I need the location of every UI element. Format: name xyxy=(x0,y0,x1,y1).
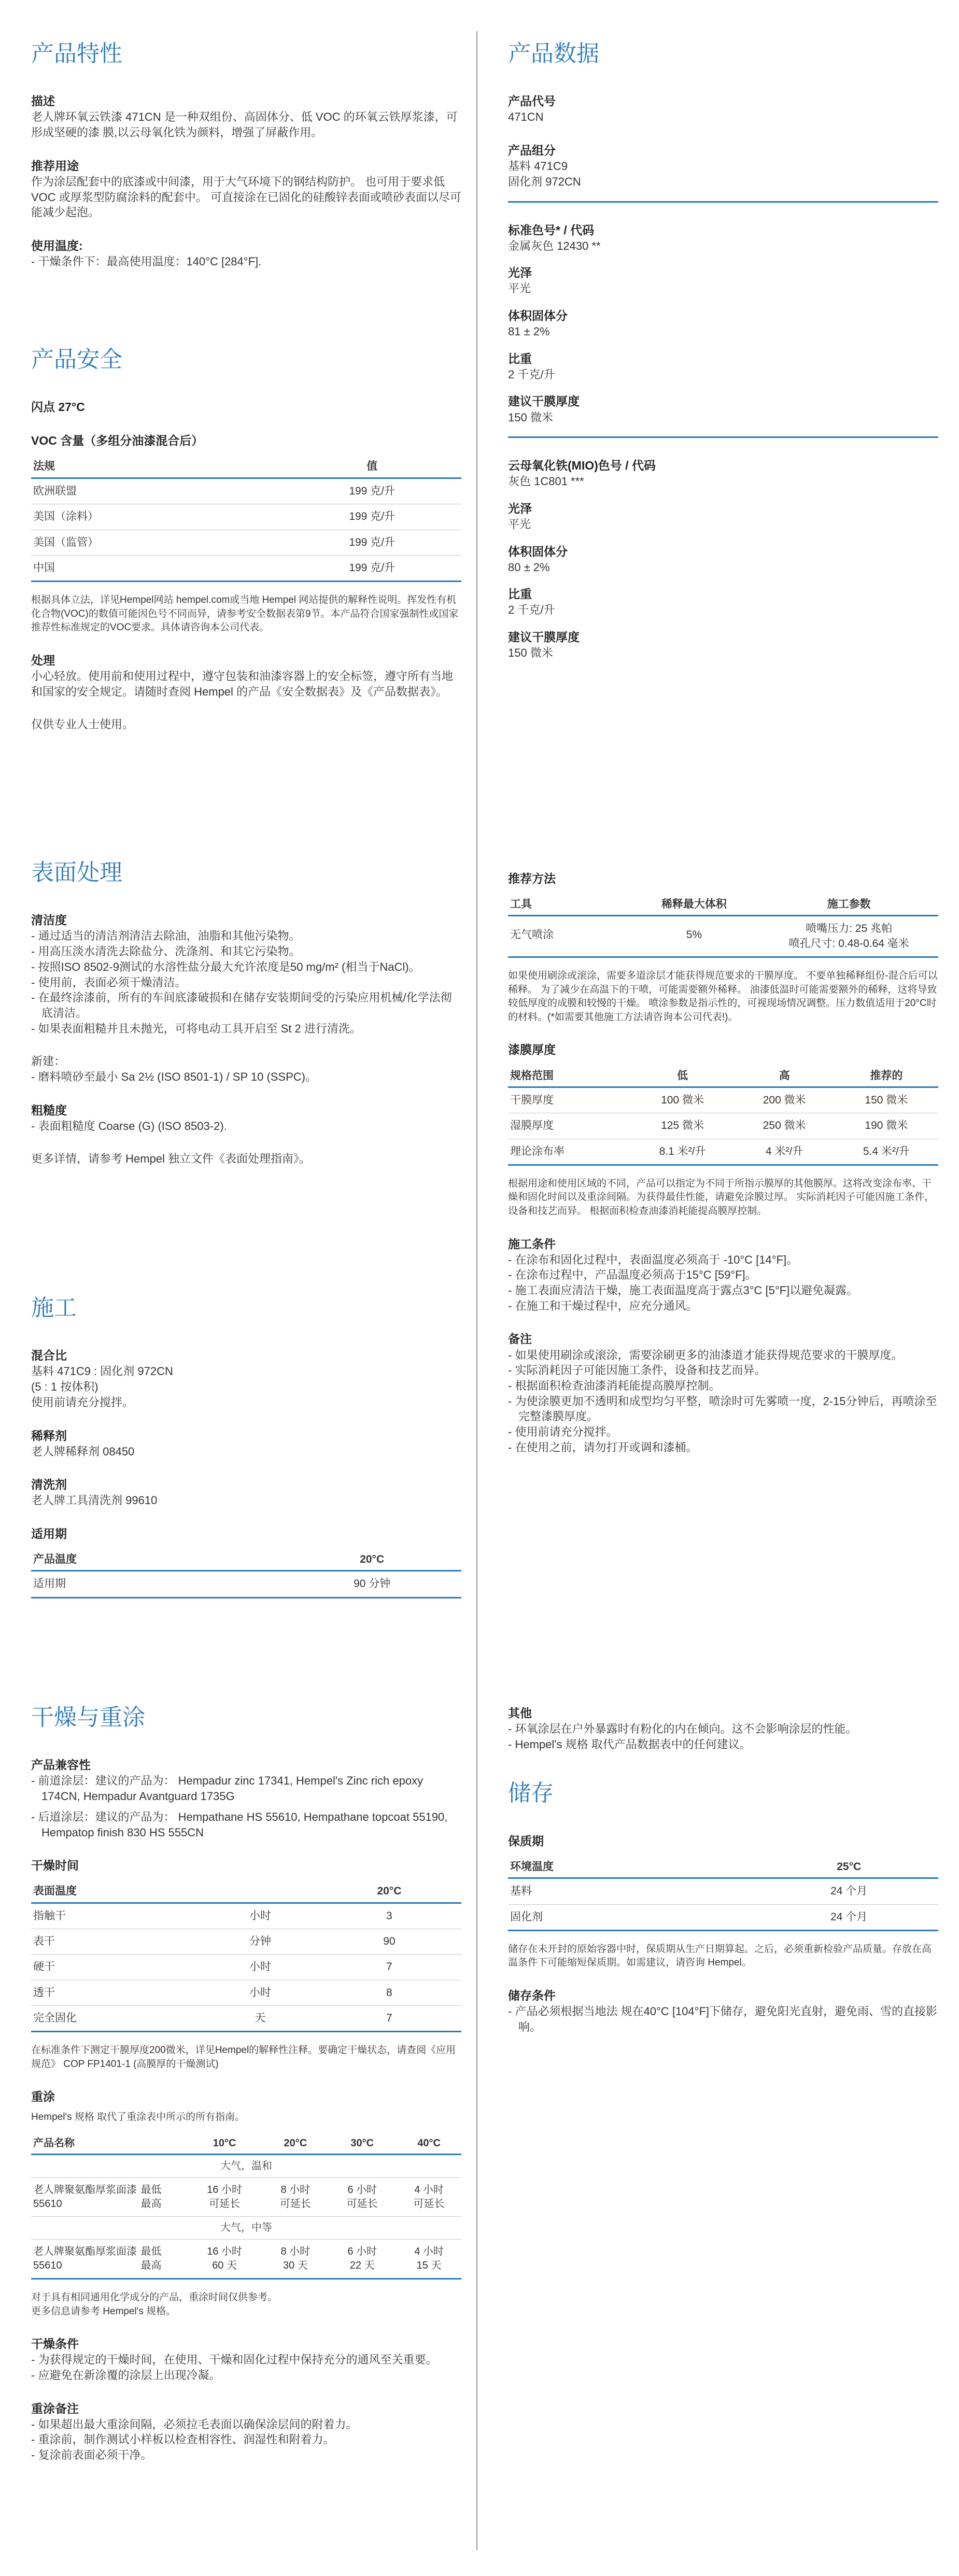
table-row xyxy=(31,1955,461,1980)
film-low: 8.1 米²/升 xyxy=(628,1139,734,1165)
drying-value: 7 xyxy=(315,2005,461,2031)
list-item: - 使用前请充分搅拌。 xyxy=(508,1424,938,1440)
cleaner-value: 老人牌工具清洗剂 99610 xyxy=(31,1494,158,1507)
storage-conditions-heading: 储存条件 xyxy=(508,1989,556,2003)
list-item: - 根据面积检查油漆消耗能提高膜厚控制。 xyxy=(508,1378,938,1394)
recoat-group-mild: 大气，温和 xyxy=(31,2155,461,2178)
drying-unit: 小时 xyxy=(203,1903,315,1929)
list-item: - 如果使用刷涂或滚涂，需要涂刷更多的油漆道才能获得规范要求的干膜厚度。 xyxy=(508,1348,938,1363)
voc-value: 199 克/升 xyxy=(280,478,461,504)
gloss-value: 平光 xyxy=(508,282,531,295)
remarks-heading: 备注 xyxy=(508,1332,532,1346)
list-item: - 如果表面粗糙并且未抛光，可将电动工具开启至 St 2 进行清洗。 xyxy=(31,1021,461,1037)
product-data-title: 产品数据 xyxy=(508,41,599,66)
list-item: - 表面粗糙度 Coarse (G) (ISO 8503-2). xyxy=(31,1119,461,1134)
voc-law: 欧洲联盟 xyxy=(31,478,280,504)
recoat-note-1: 对于具有相同通用化学成分的产品，重涂时间仅供参考。 xyxy=(31,2292,278,2303)
drying-label: 透干 xyxy=(31,1980,203,2005)
list-item: - 在施工和干燥过程中，应充分通风。 xyxy=(508,1298,938,1314)
table-row xyxy=(31,1980,461,2005)
list-item: - 前道涂层：建议的产品为： Hempadur zinc 17341, Hempel's Zinc rich epoxy 174CN, Hempadur Avantguard 1735G xyxy=(31,1773,461,1804)
table-row xyxy=(31,2178,461,2217)
specific-gravity-heading: 比重 xyxy=(508,587,532,601)
film-thickness-heading: 漆膜厚度 xyxy=(508,1043,556,1057)
features-title: 产品特性 xyxy=(31,41,122,66)
list-item: - 如果超出最大重涂间隔，必须拉毛表面以确保涂层间的附着力。 xyxy=(31,2417,461,2432)
recoat-col-temp: 10°C xyxy=(186,2133,261,2155)
table-row xyxy=(31,1903,461,1929)
recoat-col-temp: 30°C xyxy=(328,2133,394,2155)
mio-color-heading: 云母氧化铁(MIO)色号 / 代码 xyxy=(508,459,656,473)
drying-title: 干燥与重涂 xyxy=(31,1705,145,1730)
recoat-min: 6 小时 xyxy=(347,2246,377,2258)
section-separator xyxy=(508,436,938,438)
recoat-min: 6 小时 xyxy=(347,2184,377,2196)
specific-gravity-value: 2 千克/升 xyxy=(508,603,555,617)
professional-use-only: 仅供专业人士使用。 xyxy=(31,718,134,731)
recoat-max: 60 天 xyxy=(212,2260,237,2272)
voc-value: 199 克/升 xyxy=(280,504,461,530)
drying-unit: 小时 xyxy=(203,1955,315,1980)
drying-unit: 分钟 xyxy=(203,1929,315,1954)
voc-value: 199 克/升 xyxy=(280,530,461,555)
standard-color-heading: 标准色号* / 代码 xyxy=(508,223,595,237)
application-conditions-heading: 施工条件 xyxy=(508,1237,556,1251)
film-label: 理论涂布率 xyxy=(508,1139,628,1165)
voc-law: 美国（涂料） xyxy=(31,504,280,530)
recommended-dft-heading: 建议干膜厚度 xyxy=(508,630,580,644)
shelf-label: 基料 xyxy=(508,1878,757,1904)
film-thickness-table xyxy=(508,1066,938,1166)
recoat-min: 4 小时 xyxy=(414,2246,444,2258)
recoat-col-temp: 20°C xyxy=(261,2133,328,2155)
method-thinning: 5% xyxy=(628,916,757,957)
section-separator xyxy=(508,201,938,203)
volume-solids-heading: 体积固体分 xyxy=(508,544,568,558)
nozzle-pressure: 喷嘴压力: 25 兆帕 xyxy=(806,923,893,935)
volume-solids-value: 80 ± 2% xyxy=(508,560,550,574)
description-heading: 描述 xyxy=(31,94,55,108)
method-note: 如果使用刷涂或滚涂，需要多道涂层才能获得规范要求的干膜厚度。 不要单独稀释组份-混合后可以稀释。 为了减少在高温下的干喷，可能需要额外稀释。 油漆低温时可能需要额外的稀释，这将导致较低厚度的成膜和较慢的干燥。 喷涂参数是指示性的，可视现场情况调整。压力数值适用于20°C时的材料。(*如需要其他施工方法请咨询本公司代表!)。 xyxy=(508,970,938,1023)
shelf-label: 固化剂 xyxy=(508,1904,757,1930)
other-heading: 其他 xyxy=(508,1706,532,1720)
table-row xyxy=(508,1139,938,1165)
method-col-parameters: 施工参数 xyxy=(757,894,938,916)
section-product-data xyxy=(508,41,938,661)
recoat-max-label: 最高 xyxy=(140,2198,162,2210)
table-row xyxy=(31,478,461,504)
shelf-col-25c: 25°C xyxy=(757,1857,938,1878)
list-item: - 复涂前表面必须干净。 xyxy=(31,2447,461,2463)
recoat-max: 22 天 xyxy=(349,2260,375,2272)
pot-life-table xyxy=(31,1549,461,1598)
list-item: - 重涂前，制作测试小样板以检查相容性、润湿性和附着力。 xyxy=(31,2432,461,2447)
voc-law: 美国（监管） xyxy=(31,530,280,555)
section-surface xyxy=(31,860,461,1167)
recommended-use-text: 作为涂层配套中的底漆或中间漆，用于大气环境下的钢结构防护。 也可用于要求低 VOC 或厚浆型防腐涂料的配套中。 可直接涂在已固化的硅酸锌表面或喷砂表面以尽可能减少起泡。 xyxy=(31,175,461,219)
handling-heading: 处理 xyxy=(31,653,55,667)
film-col-high: 高 xyxy=(735,1066,833,1087)
drying-label: 指触干 xyxy=(31,1903,203,1929)
service-temperature-item: - 干燥条件下：最高使用温度：140°C [284°F]. xyxy=(31,254,461,270)
recoating-intro: Hempel's 规格 取代了重涂表中所示的所有指南。 xyxy=(31,2111,245,2122)
voc-heading: VOC 含量（多组分油漆混合后） xyxy=(31,434,204,448)
voc-col-law: 法规 xyxy=(31,456,280,478)
recoat-max: 可延长 xyxy=(413,2198,445,2210)
list-item: - 在涂布和固化过程中，表面温度必须高于 -10°C [14°F]。 xyxy=(508,1252,938,1268)
drying-value: 90 xyxy=(315,1929,461,1954)
recoat-group-medium: 大气，中等 xyxy=(31,2217,461,2240)
film-recommended: 190 微米 xyxy=(833,1113,938,1139)
method-col-tool: 工具 xyxy=(508,894,628,916)
film-col-recommended: 推荐的 xyxy=(833,1066,938,1087)
volume-solids-heading: 体积固体分 xyxy=(508,309,568,323)
list-item: - 在最终涂漆前，所有的车间底漆破损和在储存安装期间受的污染应用机械/化学法彻底清洁。 xyxy=(31,990,461,1021)
voc-col-value: 值 xyxy=(280,456,461,478)
mio-color-value: 灰色 1C801 *** xyxy=(508,475,584,488)
mixing-ratio-line: 基料 471C9 : 固化剂 972CN xyxy=(31,1365,173,1378)
recoat-col-product: 产品名称 xyxy=(31,2133,139,2155)
shelf-value: 24 个月 xyxy=(757,1878,938,1904)
compatibility-heading: 产品兼容性 xyxy=(31,1758,91,1772)
table-row xyxy=(31,2240,461,2279)
drying-time-table xyxy=(31,1881,461,2032)
table-row xyxy=(31,530,461,555)
list-item: - 在使用之前，请勿打开或调和漆桶。 xyxy=(508,1440,938,1455)
drying-value: 8 xyxy=(315,1980,461,2005)
flash-point: 闪点 27°C xyxy=(31,400,85,414)
film-high: 200 微米 xyxy=(735,1087,833,1113)
list-item: - 通过适当的清洁剂清洁去除油，油脂和其他污染物。 xyxy=(31,928,461,944)
recoat-min: 4 小时 xyxy=(414,2184,444,2196)
recoat-min: 8 小时 xyxy=(280,2184,311,2196)
drying-col-20c: 20°C xyxy=(315,1881,461,1903)
storage-title: 储存 xyxy=(508,1780,554,1806)
method-col-thinning: 稀释最大体积 xyxy=(628,894,757,916)
drying-conditions-heading: 干燥条件 xyxy=(31,2337,79,2351)
list-item: - 磨料喷砂至最小 Sa 2½ (ISO 8501-1) / SP 10 (SSPC)。 xyxy=(31,1069,461,1085)
drying-unit: 小时 xyxy=(203,1980,315,2005)
list-item: - 为获得规定的干燥时间，在使用、干燥和固化过程中保持充分的通风至关重要。 xyxy=(31,2352,461,2368)
table-row xyxy=(31,555,461,581)
pot-life-col-temp: 产品温度 xyxy=(31,1549,280,1571)
drying-time-note: 在标准条件下测定干膜厚度200微米，详见Hempel的解释性注释。要确定干燥状态，请查阅《应用规范》 COP FP1401-1 (高膜厚的干燥测试) xyxy=(31,2045,456,2070)
recoat-max: 可延长 xyxy=(209,2198,241,2210)
table-row xyxy=(31,1571,461,1597)
recoat-max: 可延长 xyxy=(346,2198,378,2210)
recoating-notes-heading: 重涂备注 xyxy=(31,2401,79,2415)
list-item: - 按照ISO 8502-9测试的水溶性盐分最大允许浓度是50 mg/m² (相当于NaCl)。 xyxy=(31,959,461,975)
section-safety xyxy=(31,347,461,732)
recoat-max: 可延长 xyxy=(279,2198,311,2210)
film-col-range: 规格范围 xyxy=(508,1066,628,1087)
recoating-heading: 重涂 xyxy=(31,2090,55,2104)
shelf-life-note: 储存在未开封的原始容器中时，保质期从生产日期算起。之后，必须重新检验产品质量。存放在高温条件下可能缩短保质期。如需建议，请咨询 Hempel。 xyxy=(508,1943,932,1969)
thinner-heading: 稀释剂 xyxy=(31,1428,67,1442)
drying-unit: 天 xyxy=(203,2005,315,2031)
list-item: - Hempel's 规格 取代产品数据表中的任何建议。 xyxy=(508,1737,938,1752)
recoat-product: 老人牌聚氨酯厚浆面漆 55610 xyxy=(31,2240,139,2279)
components-heading: 产品组分 xyxy=(508,144,556,158)
service-temperature-heading: 使用温度: xyxy=(31,238,83,252)
pot-life-col-20c: 20°C xyxy=(280,1549,461,1571)
list-item: - 环氧涂层在户外暴露时有粉化的内在倾向。这不会影响涂层的性能。 xyxy=(508,1721,938,1737)
table-row xyxy=(508,1904,938,1930)
specific-gravity-value: 2 千克/升 xyxy=(508,367,555,381)
method-table xyxy=(508,894,938,958)
drying-col-surface-temp: 表面温度 xyxy=(31,1881,203,1903)
voc-table xyxy=(31,456,461,582)
cleaner-heading: 清洗剂 xyxy=(31,1478,67,1492)
shelf-col-temp: 环境温度 xyxy=(508,1857,757,1878)
recommended-dft-value: 150 微米 xyxy=(508,646,553,660)
list-item: - 应避免在新涂覆的涂层上出现冷凝。 xyxy=(31,2368,461,2383)
list-item: - 用高压淡水清洗去除盐分、洗涤剂、和其它污染物。 xyxy=(31,944,461,959)
drying-label: 完全固化 xyxy=(31,2005,203,2031)
cleanliness-heading: 清洁度 xyxy=(31,913,67,927)
table-row xyxy=(31,1929,461,1954)
section-application xyxy=(31,1296,461,1598)
gloss-heading: 光泽 xyxy=(508,501,532,515)
list-item: - 实际消耗因子可能因施工条件，设备和技艺而异。 xyxy=(508,1363,938,1378)
new-build-label: 新建： xyxy=(31,1055,66,1068)
gloss-value: 平光 xyxy=(508,518,531,531)
volume-solids-value: 81 ± 2% xyxy=(508,325,550,338)
component-curing-agent: 固化剂 972CN xyxy=(508,175,581,188)
drying-value: 7 xyxy=(315,1955,461,1980)
film-recommended: 5.4 米²/升 xyxy=(833,1139,938,1165)
film-low: 125 微米 xyxy=(628,1113,734,1139)
recoat-min: 16 小时 xyxy=(207,2184,242,2196)
list-item: - 为使涂膜更加不透明和成型均匀平整，喷涂时可先雾喷一度，2-15分钟后，再喷涂至完整漆膜厚度。 xyxy=(508,1394,938,1424)
section-features xyxy=(31,41,461,287)
shelf-life-table xyxy=(508,1857,938,1931)
pot-life-label: 适用期 xyxy=(31,1571,280,1597)
product-code-heading: 产品代号 xyxy=(508,94,556,108)
column-divider xyxy=(476,31,477,2550)
method-heading: 推荐方法 xyxy=(508,872,556,885)
recoat-col-minmax xyxy=(139,2133,186,2155)
drying-col-unit xyxy=(203,1881,315,1903)
application-title: 施工 xyxy=(31,1295,77,1321)
film-thickness-note: 根据用途和使用区域的不同，产品可以指定为不同于所指示膜厚的其他膜厚。这将改变涂布率、干燥和固化时间以及重涂间隔。为获得最佳性能，请避免涂膜过厚。 实际消耗因子可能因施工条件，设备和技艺而异。 根据面积检查油漆消耗能提高膜厚控制。 xyxy=(508,1178,935,1217)
shelf-life-heading: 保质期 xyxy=(508,1834,544,1848)
table-row xyxy=(508,1087,938,1113)
film-low: 100 微米 xyxy=(628,1087,734,1113)
table-row xyxy=(31,2005,461,2031)
voc-note: 根据具体立法，详见Hempel网站 hempel.com或当地 Hempel 网站提供的解释性说明。挥发性有机化合物(VOC)的数值可能因色号不同而异，请参考安全数据表第9节。本产品符合国家强制性或国家推荐性标准规定的VOC要求。具体请咨询本公司代表。 xyxy=(31,595,459,633)
table-row xyxy=(508,916,938,957)
product-code-value: 471CN xyxy=(508,110,544,124)
mixing-ratio-heading: 混合比 xyxy=(31,1349,67,1363)
recoat-product: 老人牌聚氨酯厚浆面漆 55610 xyxy=(31,2178,139,2217)
mixing-instruction: 使用前请充分搅拌。 xyxy=(31,1395,134,1409)
recommended-use-heading: 推荐用途 xyxy=(31,159,79,173)
recoat-min: 8 小时 xyxy=(280,2246,311,2258)
recoat-min-label: 最低 xyxy=(140,2184,162,2196)
recoating-table xyxy=(31,2133,461,2280)
table-row xyxy=(508,1878,938,1904)
section-application-method xyxy=(508,871,938,1455)
nozzle-orifice: 喷孔尺寸: 0.48-0.64 毫米 xyxy=(788,937,909,950)
drying-value: 3 xyxy=(315,1903,461,1929)
drying-time-heading: 干燥时间 xyxy=(31,1859,79,1873)
pot-life-heading: 适用期 xyxy=(31,1526,67,1540)
table-row xyxy=(508,1113,938,1139)
film-label: 湿膜厚度 xyxy=(508,1113,628,1139)
description-text: 老人牌环氧云铁漆 471CN 是一种双组份、高固体分、低 VOC 的环氧云铁厚浆漆，可形成坚硬的漆 膜,以云母氧化铁为颜料，增强了屏蔽作用。 xyxy=(31,110,458,139)
standard-color-value: 金属灰色 12430 ** xyxy=(508,239,601,252)
handling-text: 小心轻放。使用前和使用过程中，遵守包装和油漆容器上的安全标签，遵守所有当地和国家的安全规定。请随时查阅 Hempel 的产品《安全数据表》及《产品数据表》。 xyxy=(31,670,454,698)
recoat-max: 15 天 xyxy=(416,2260,442,2272)
roughness-heading: 粗糙度 xyxy=(31,1103,67,1117)
recoat-note-2: 更多信息请参考 Hempel's 规格。 xyxy=(31,2305,176,2317)
list-item: - 在涂布过程中，产品温度必须高于15°C [59°F]。 xyxy=(508,1267,938,1283)
recoat-min: 16 小时 xyxy=(207,2246,242,2258)
recommended-dft-value: 150 微米 xyxy=(508,411,553,424)
recoat-max-label: 最高 xyxy=(140,2260,162,2272)
voc-value: 199 克/升 xyxy=(280,555,461,581)
drying-label: 硬干 xyxy=(31,1955,203,1980)
list-item: - 使用前，表面必须干燥清洁。 xyxy=(31,975,461,990)
drying-label: 表干 xyxy=(31,1929,203,1954)
film-col-low: 低 xyxy=(628,1066,734,1087)
film-high: 250 微米 xyxy=(735,1113,833,1139)
section-other xyxy=(508,1705,938,2035)
film-high: 4 米²/升 xyxy=(735,1139,833,1165)
recoat-col-temp: 40°C xyxy=(394,2133,461,2155)
safety-title: 产品安全 xyxy=(31,347,122,372)
mixing-ratio-volume: (5 : 1 按体积) xyxy=(31,1380,98,1394)
list-item: - 施工表面应清洁干燥，施工表面温度高于露点3°C [5°F]以避免凝露。 xyxy=(508,1283,938,1298)
section-drying xyxy=(31,1705,461,2463)
shelf-value: 24 个月 xyxy=(757,1904,938,1930)
gloss-heading: 光泽 xyxy=(508,266,532,280)
table-row xyxy=(31,504,461,530)
surface-title: 表面处理 xyxy=(31,860,122,885)
film-label: 干膜厚度 xyxy=(508,1087,628,1113)
recoat-min-label: 最低 xyxy=(140,2246,162,2258)
film-recommended: 150 微米 xyxy=(833,1087,938,1113)
surface-more-info: 更多详情，请参考 Hempel 独立文件《表面处理指南》。 xyxy=(31,1152,311,1166)
list-item: - 后道涂层：建议的产品为： Hempathane HS 55610, Hempathane topcoat 55190, Hempatop finish 830 HS 555CN xyxy=(31,1809,461,1840)
recoat-max: 30 天 xyxy=(283,2260,308,2272)
method-tool: 无气喷涂 xyxy=(508,916,628,957)
voc-law: 中国 xyxy=(31,555,280,581)
thinner-value: 老人牌稀释剂 08450 xyxy=(31,1445,135,1458)
pot-life-value: 90 分钟 xyxy=(280,1571,461,1597)
component-base: 基料 471C9 xyxy=(508,160,568,173)
recommended-dft-heading: 建议干膜厚度 xyxy=(508,394,580,408)
list-item: - 产品必须根据当地法 规在40°C [104°F]下储存，避免阳光直射，避免雨、雪的直接影响。 xyxy=(508,2004,938,2034)
specific-gravity-heading: 比重 xyxy=(508,351,532,365)
